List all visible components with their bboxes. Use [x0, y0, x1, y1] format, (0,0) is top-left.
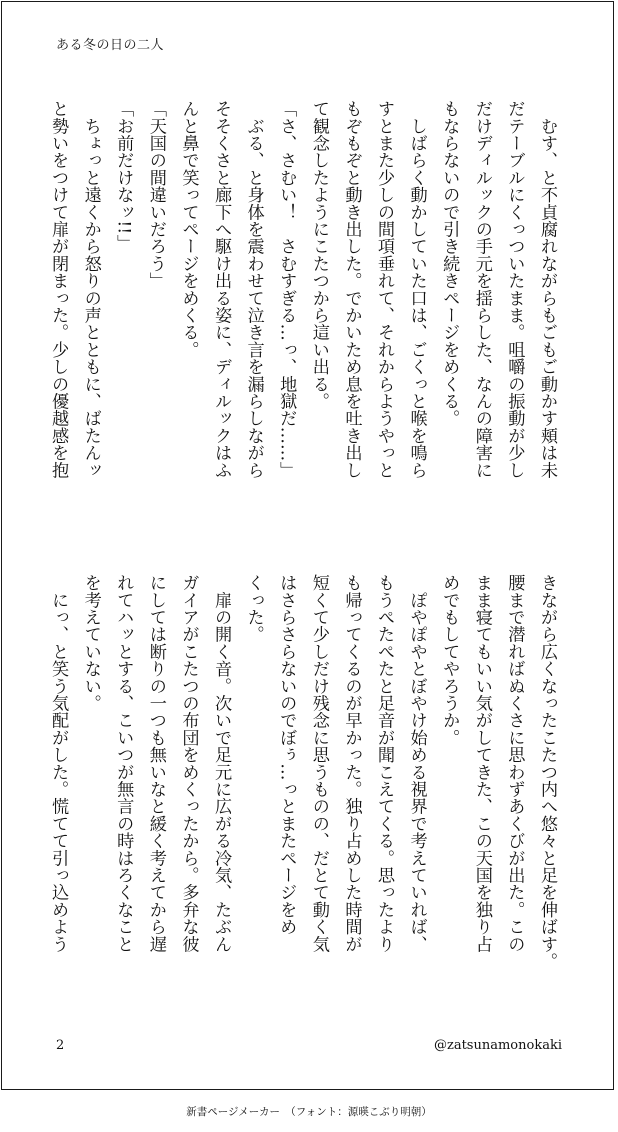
upper-text-block [48, 100, 563, 530]
author-handle: @zatsunamonokaki [433, 1038, 562, 1053]
text-column: ぶる、と身体を震わせて泣き言を漏らしながら [243, 100, 264, 479]
lower-text-block [48, 574, 563, 1004]
text-column: だけディルックの手元を揺らした、なんの障害に [471, 100, 492, 479]
text-column: 扉の開く音。次いで足元に広がる冷気、たぶん [211, 574, 232, 953]
text-column: まま寝てもいい気がしてきた、この天国を独り占 [471, 574, 492, 953]
text-column: くった。 [243, 574, 264, 643]
text-column: しばらく動かしていた口は、ごくっと喉を鳴ら [406, 100, 427, 479]
text-column: はさらさらないのでぼぅ…っとまたページをめ [276, 574, 297, 936]
text-column: だテーブルにくっついたまま。咀嚼の振動が少し [504, 100, 525, 479]
text-column: も帰ってくるのが早かった。独り占めした時間が [341, 574, 362, 953]
text-column: そそくさと廊下へ駆け出る姿に、ディルックはふ [211, 100, 232, 479]
text-column: にしては断りの一つも無いなと緩く考えてから遅 [145, 574, 166, 953]
page-title: ある冬の日の二人 [56, 38, 165, 53]
footer-credit: 新書ページメーカー （フォント：源暎こぶり明朝） [186, 1106, 432, 1118]
text-column: もぞもぞと動き出した。でかいため息を吐き出し [341, 100, 362, 479]
text-column: 短くて少しだけ残念に思うものの、だとて動く気 [308, 574, 329, 953]
text-column: れてハッとする、こいつが無言の時はろくなこと [113, 574, 134, 953]
page-number: 2 [56, 1038, 65, 1053]
text-column: 腰まで潜ればぬくさに思わずあくびが出た。この [504, 574, 525, 953]
text-column: 「お前だけなッ!!」 [113, 100, 134, 252]
text-column: て観念したようにこたつから這い出る。 [308, 100, 329, 410]
text-column: すとまた少しの間項垂れて、それからようやっと [374, 100, 395, 479]
text-column: にっ、と笑う気配がした。慌てて引っ込めよう [48, 574, 69, 953]
text-column: 「さ、さむい！ さむすぎる…っ、地獄だ……」 [276, 100, 297, 479]
text-column: んと鼻で笑ってページをめくる。 [178, 100, 199, 358]
text-column: きながら広くなったこたつ内へ悠々と足を伸ばす。 [537, 574, 557, 970]
text-column: を考えていない。 [80, 574, 101, 712]
text-column: と勢いをつけて扉が閉まった。少しの優越感を抱 [48, 100, 69, 479]
text-column: もならないので引き続きページをめくる。 [439, 100, 460, 427]
text-column: ぽやぽやとぼやけ始める視界で考えていれば、 [406, 574, 427, 953]
text-column: ちょっと遠くから怒りの声とともに、ばたんッ [80, 100, 101, 479]
text-column: ガイアがこたつの布団をめくったから。多弁な彼 [178, 574, 199, 953]
text-column: むす、と不貞腐れながらもごもご動かす頬は未 [537, 100, 557, 479]
text-column: もうぺたぺたと足音が聞こえてくる。思ったより [374, 574, 395, 953]
text-column: めでもしてやろうか。 [439, 574, 460, 746]
text-column: 「天国の間違いだろう」 [145, 100, 166, 290]
